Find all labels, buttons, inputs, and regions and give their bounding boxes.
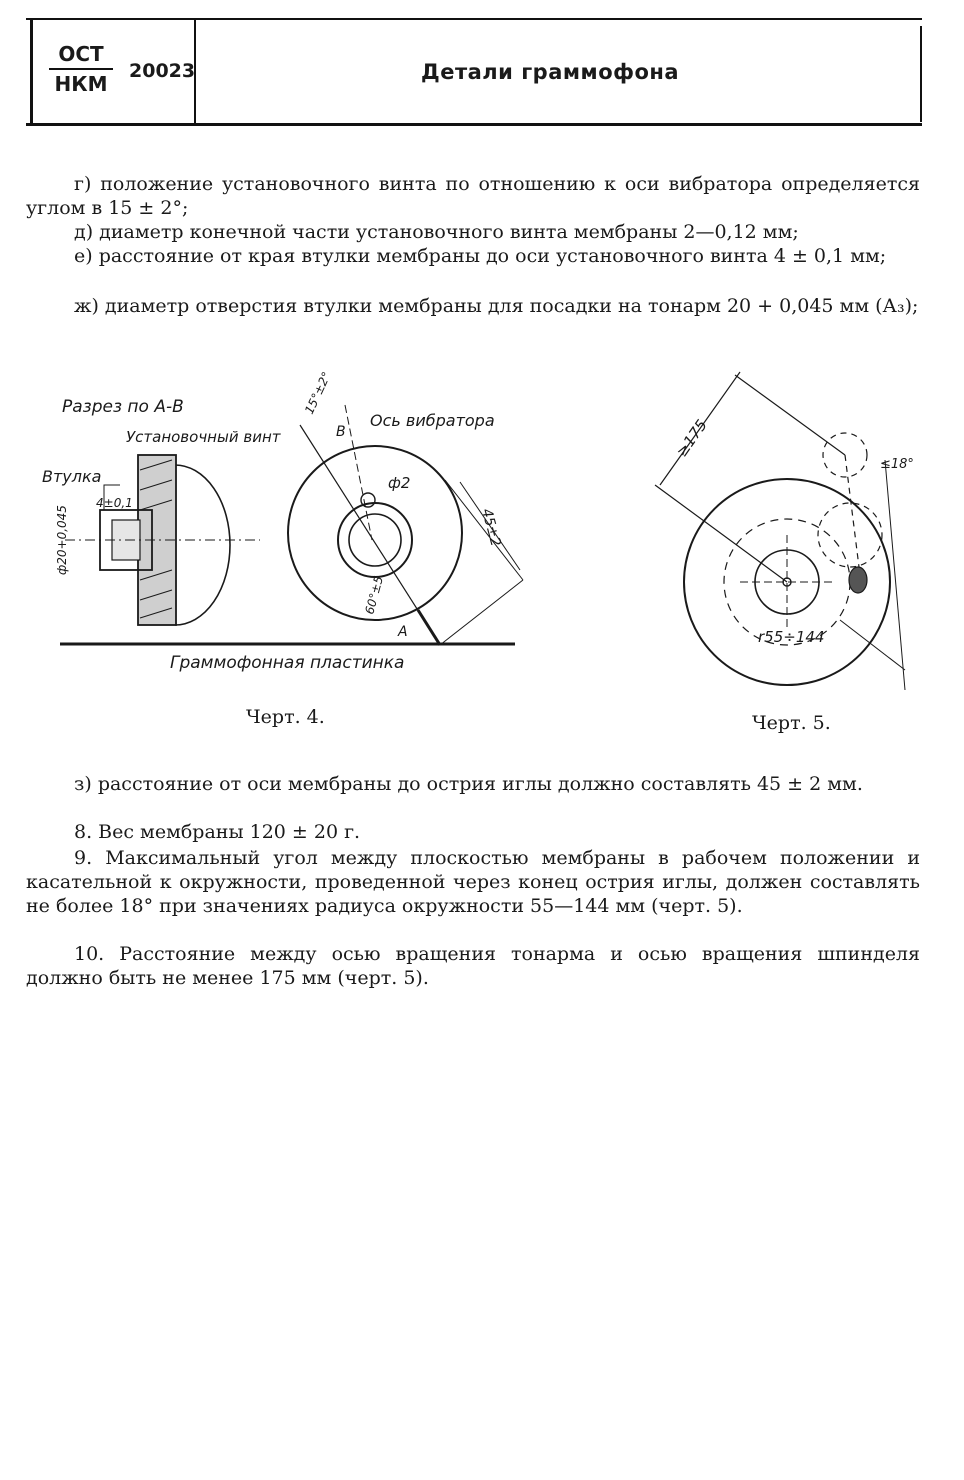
- fig4-label-axis: Ось вибратора: [370, 411, 495, 430]
- org-top: ОСТ: [49, 42, 113, 70]
- paragraph-d: д) диаметр конечной части установочного винта мембраны 2—0,12 мм;: [74, 221, 799, 243]
- fig4-label-screw: Установочный винт: [126, 428, 281, 446]
- standard-block: [30, 20, 196, 123]
- fig4-dim-diameter: ф20+0,045: [55, 505, 69, 575]
- standard-number: 20023: [129, 60, 196, 82]
- paragraph-g: г) положение установочного винта по отношению к оси вибратора определяется углом в 15 ± 2°;: [26, 173, 920, 219]
- fig4-caption: Черт. 4.: [246, 706, 325, 728]
- fig5-caption: Черт. 5.: [752, 712, 831, 734]
- standard-org: [49, 42, 113, 96]
- fig5-dim-175: ≥175: [672, 416, 711, 461]
- document-header: [26, 18, 922, 126]
- fig4-dim-angle60: 60°±5: [362, 574, 386, 616]
- fig4-label-record: Граммофонная пластинка: [170, 653, 405, 673]
- fig4-dim-phi2: ф2: [388, 474, 411, 492]
- fig4-dim-45: 45±2: [478, 506, 504, 549]
- paragraph-zh: ж) диаметр отверстия втулки мембраны для посадки на тонарм 20 + 0,045 мм (А₃);: [74, 295, 919, 317]
- paragraph-8: 8. Вес мембраны 120 ± 20 г.: [74, 821, 361, 843]
- fig4-letter-a: А: [398, 624, 408, 640]
- fig5-dim-r: r55÷144: [758, 628, 825, 646]
- paragraph-10: 10. Расстояние между осью вращения тонарма и осью вращения шпинделя должно быть не менее 175 мм (черт. 5).: [26, 943, 920, 989]
- header-right-rule: [920, 26, 922, 122]
- paragraph-9: 9. Максимальный угол между плоскостью мембраны в рабочем положении и касательной к окружности, проведенной через конец острия иглы, должен составлять не более 18° при значениях радиуса окружности 55—144 мм (черт. 5).: [26, 847, 920, 917]
- paragraph-z: з) расстояние от оси мембраны до острия иглы должно составлять 45 ± 2 мм.: [74, 773, 863, 795]
- fig4-dim-angle15: 15°±2°: [302, 369, 334, 417]
- figures-drawing: [0, 360, 964, 700]
- fig4-dim-4: 4±0,1: [96, 496, 133, 510]
- org-bottom: НКМ: [54, 72, 108, 96]
- fig4-label-section: Разрез по А-В: [62, 397, 184, 417]
- fig5-dim-angle: ≤18°: [880, 457, 914, 472]
- fig4-label-sleeve: Втулка: [42, 467, 102, 486]
- paragraph-e: е) расстояние от края втулки мембраны до оси установочного винта 4 ± 0,1 мм;: [74, 245, 887, 267]
- page-title: Детали граммофона: [421, 60, 680, 84]
- fig4-letter-b: В: [336, 424, 346, 440]
